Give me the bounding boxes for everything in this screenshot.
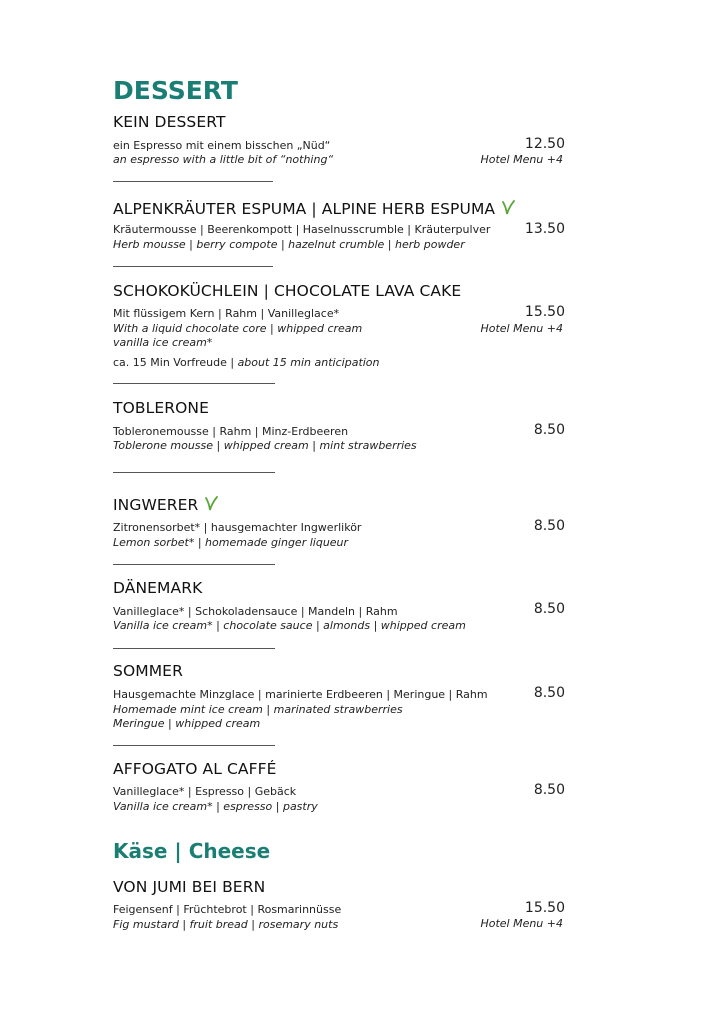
dish-price: 8.50	[533, 685, 565, 701]
dish-description-en: an espresso with a little bit of “nothing“	[113, 153, 334, 166]
dish-title-row	[113, 495, 219, 514]
dish-description-en: Fig mustard | fruit bread | rosemary nuts	[113, 918, 339, 931]
dish-title: DÄNEMARK	[113, 579, 203, 597]
dish-title: ALPENKRÄUTER ESPUMA | ALPINE HERB ESPUMA	[113, 200, 496, 218]
vegetarian-leaf-icon	[501, 199, 516, 216]
preparation-note-en: about 15 min anticipation	[237, 356, 380, 369]
dish-price: 12.50	[524, 136, 565, 152]
dish-description-en: Vanilla ice cream* | espresso | pastry	[113, 800, 318, 813]
dish-price: 8.50	[533, 782, 565, 798]
dish-title: SOMMER	[113, 662, 183, 680]
divider	[113, 383, 275, 384]
divider	[113, 564, 275, 565]
divider	[113, 266, 273, 267]
divider	[113, 648, 275, 649]
dish-description-en: Lemon sorbet* | homemade ginger liqueur	[113, 536, 349, 549]
dish-price: 8.50	[533, 518, 565, 534]
dish-description-de: Kräutermousse | Beerenkompott | Haselnusscrumble | Kräuterpulver	[113, 223, 491, 236]
dish-description-de: Zitronensorbet* | hausgemachter Ingwerlikör	[113, 521, 362, 534]
preparation-note-de: ca. 15 Min Vorfreude |	[113, 356, 238, 369]
divider	[113, 472, 275, 473]
dish-description-de: Vanilleglace* | Schokoladensauce | Mandeln | Rahm	[113, 605, 398, 618]
dish-description-de: ein Espresso mit einem bisschen „Nüd“	[113, 139, 331, 152]
dish-description-en-line2: vanilla ice cream*	[113, 336, 213, 349]
dish-price: 8.50	[533, 422, 565, 438]
dish-price: 15.50	[524, 900, 565, 916]
dish-price: 15.50	[524, 304, 565, 320]
dish-description-en-line2: Meringue | whipped cream	[113, 717, 261, 730]
dish-description-de: Tobleronemousse | Rahm | Minz-Erdbeeren	[113, 425, 349, 438]
dish-description-en: Toblerone mousse | whipped cream | mint strawberries	[113, 439, 417, 452]
dish-description-de: Vanilleglace* | Espresso | Gebäck	[113, 785, 297, 798]
hotel-menu-supplement: Hotel Menu +4	[480, 153, 563, 166]
hotel-menu-supplement: Hotel Menu +4	[480, 322, 563, 335]
dish-description-de: Hausgemachte Minzglace | marinierte Erdbeeren | Meringue | Rahm	[113, 688, 488, 701]
dish-title: SCHOKOKÜCHLEIN | CHOCOLATE LAVA CAKE	[113, 282, 462, 300]
preparation-note	[113, 356, 380, 369]
dish-title: KEIN DESSERT	[113, 113, 226, 131]
dish-description-en: Herb mousse | berry compote | hazelnut crumble | herb powder	[113, 238, 465, 251]
vegetarian-leaf-icon	[204, 495, 219, 512]
dish-description-de: Mit flüssigem Kern | Rahm | Vanilleglace*	[113, 307, 340, 320]
dish-price: 13.50	[524, 221, 565, 237]
dish-price: 8.50	[533, 601, 565, 617]
dish-title: AFFOGATO AL CAFFÉ	[113, 760, 277, 778]
section-heading-dessert: DESSERT	[113, 76, 238, 105]
hotel-menu-supplement: Hotel Menu +4	[480, 917, 563, 930]
dish-title: VON JUMI BEI BERN	[113, 878, 266, 896]
divider	[113, 745, 275, 746]
dish-description-de: Feigensenf | Früchtebrot | Rosmarinnüsse	[113, 903, 342, 916]
dish-description-en: Vanilla ice cream* | chocolate sauce | almonds | whipped cream	[113, 619, 466, 632]
section-heading-cheese: Käse | Cheese	[113, 839, 271, 863]
dish-title: INGWERER	[113, 496, 199, 514]
divider	[113, 181, 273, 182]
dish-description-en: With a liquid chocolate core | whipped cream	[113, 322, 363, 335]
dish-description-en: Homemade mint ice cream | marinated strawberries	[113, 703, 403, 716]
dish-title-row	[113, 199, 516, 218]
dish-title: TOBLERONE	[113, 399, 209, 417]
